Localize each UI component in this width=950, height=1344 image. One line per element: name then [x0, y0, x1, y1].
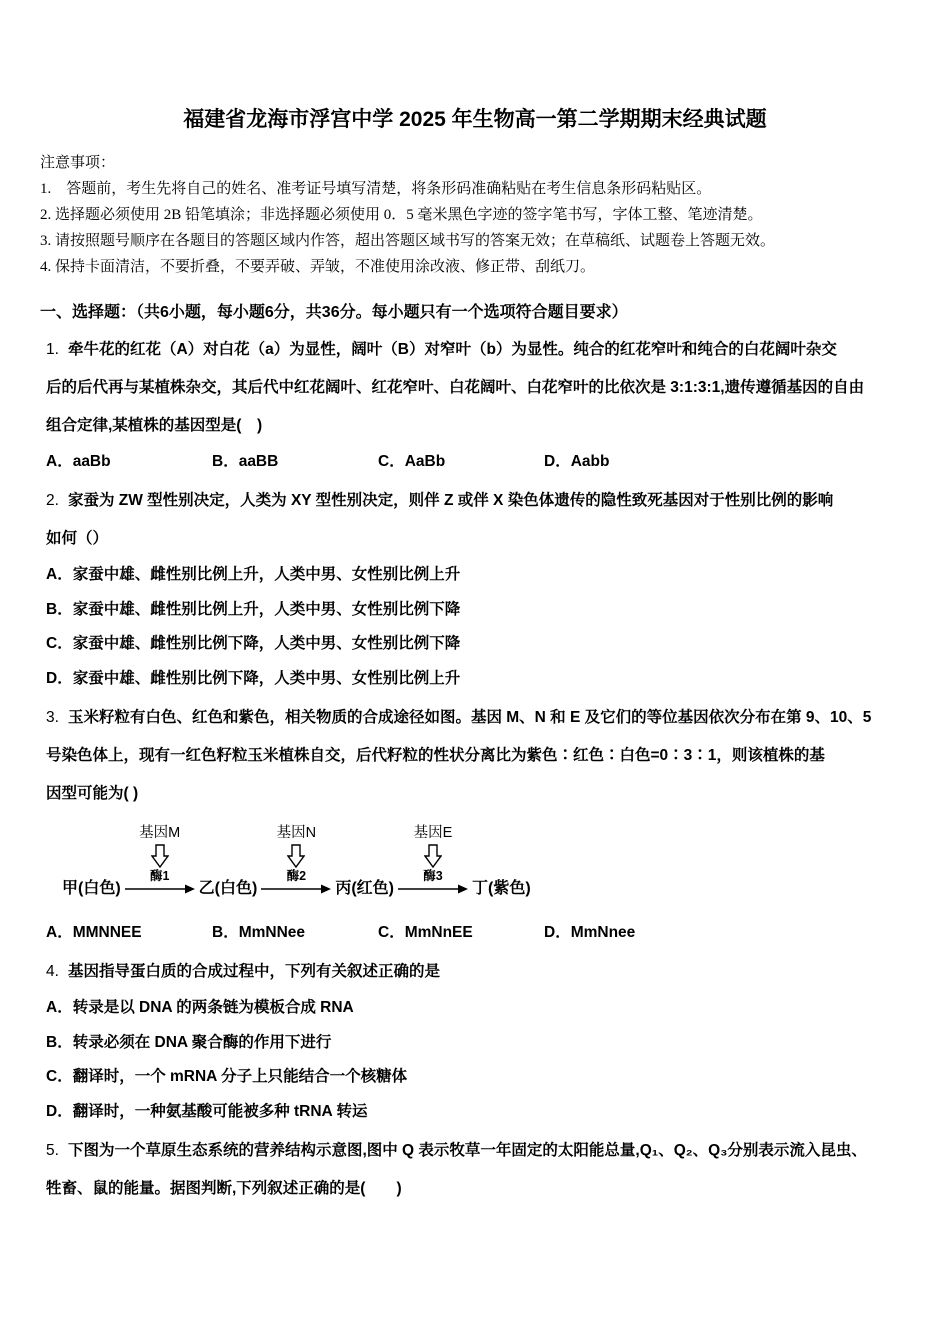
- question-4-option-b: B．转录必须在 DNA 聚合酶的作用下进行: [46, 1033, 332, 1051]
- enzyme-label-2: 酶2: [286, 869, 307, 883]
- right-arrow-icon-2: [261, 883, 331, 895]
- gene-label-2: 基因N: [276, 825, 317, 841]
- substance-yi: 乙(白色): [198, 880, 258, 897]
- question-2-options: [40, 558, 910, 696]
- down-arrow-icon-1: [151, 844, 169, 868]
- right-arrow-icon-1: [125, 883, 195, 895]
- question-4-option-d: D．翻译时，一种氨基酸可能被多种 tRNA 转运: [46, 1102, 368, 1120]
- pathway-step-3: [397, 825, 469, 900]
- question-4-option-c: C．翻译时，一个 mRNA 分子上只能结合一个核糖体: [46, 1068, 408, 1085]
- right-arrow-icon-3: [398, 883, 468, 895]
- question-3-text-1: 玉米籽粒有白色、红色和紫色，相关物质的合成途径如图。基因 M、N 和 E 及它们的等位基因依次分布在第 9、10、5: [67, 709, 872, 726]
- question-1-line-3: 组合定律,某植株的基因型是( ): [46, 417, 263, 434]
- notice-heading: 注意事项：: [40, 155, 116, 171]
- question-1-option-c: C．AaBb: [378, 453, 446, 470]
- question-2: [40, 482, 910, 696]
- pathway-step-1: [124, 825, 196, 900]
- question-5-line-2: 牲畜、鼠的能量。据图判断,下列叙述正确的是( ): [46, 1180, 402, 1197]
- question-4-number: 4.: [46, 963, 59, 980]
- notice-item-4: 4. 保持卡面清洁，不要折叠，不要弄破、弄皱，不准使用涂改液、修正带、刮纸刀。: [40, 259, 596, 275]
- question-1-option-d: D．Aabb: [544, 453, 610, 470]
- question-1-line-1: [40, 331, 910, 369]
- notice-item-1: 1. 答题前，考生先将自己的姓名、准考证号填写清楚，将条形码准确粘贴在考生信息条形码粘贴区。: [40, 181, 712, 197]
- question-3: [40, 699, 910, 950]
- substance-bing: 丙(红色): [335, 880, 395, 897]
- enzyme-label-3: 酶3: [423, 869, 443, 883]
- question-5-number: 5.: [46, 1142, 59, 1159]
- question-1-option-a: A．aaBb: [46, 453, 111, 470]
- question-3-option-d: D．MmNnee: [544, 924, 636, 941]
- question-2-text-1: 家蚕为 ZW 型性别决定，人类为 XY 型性别决定，则伴 Z 或伴 X 染色体遗传的隐性致死基因对于性别比例的影响: [67, 492, 834, 509]
- down-arrow-icon-3: [424, 844, 442, 868]
- question-3-number: 3.: [46, 709, 59, 726]
- question-5: [40, 1132, 910, 1208]
- question-1: [40, 331, 910, 479]
- synthesis-pathway-diagram: [62, 825, 910, 900]
- question-3-options: [40, 916, 910, 950]
- question-2-option-b: B．家蚕中雄、雌性别比例上升，人类中男、女性别比例下降: [46, 600, 461, 618]
- section-heading: 一、选择题：（共6小题，每小题6分，共36分。每小题只有一个选项符合题目要求）: [40, 304, 628, 321]
- question-4-option-a: A．转录是以 DNA 的两条链为模板合成 RNA: [46, 999, 354, 1016]
- question-4-text-1: 基因指导蛋白质的合成过程中，下列有关叙述正确的是: [67, 963, 440, 980]
- question-1-text-1: 牵牛花的红花（A）对白花（a）为显性，阔叶（B）对窄叶（b）为显性。纯合的红花窄叶和纯合的白花阔叶杂交: [67, 341, 837, 358]
- pathway-flow-row: [62, 825, 910, 900]
- notice-item-3: 3. 请按照题号顺序在各题目的答题区域内作答，超出答题区域书写的答案无效；在草稿纸、试题卷上答题无效。: [40, 233, 776, 249]
- enzyme-label-1: 酶1: [149, 869, 170, 883]
- question-3-line-3: 因型可能为( ): [46, 785, 139, 802]
- exam-title: 福建省龙海市浮宫中学 2025 年生物高一第二学期期末经典试题: [183, 108, 767, 131]
- substance-jia: 甲(白色): [62, 880, 121, 897]
- question-2-line-1: [40, 482, 910, 520]
- gene-label-3: 基因E: [413, 825, 453, 841]
- question-2-number: 2.: [46, 492, 59, 509]
- down-arrow-icon-2: [287, 844, 305, 868]
- question-3-line-2: 号染色体上，现有一红色籽粒玉米植株自交，后代籽粒的性状分离比为紫色∶红色∶白色=0∶3∶1，则该植株的基: [46, 747, 825, 764]
- question-1-option-b: B．aaBB: [212, 453, 279, 470]
- question-3-option-c: C．MmNnEE: [378, 924, 473, 941]
- question-4-options: [40, 991, 910, 1129]
- pathway-step-2: [260, 825, 332, 900]
- question-4-line-1: [40, 953, 910, 991]
- question-5-line-1: [40, 1132, 910, 1170]
- question-1-line-2: 后的后代再与某植株杂交，其后代中红花阔叶、红花窄叶、白花阔叶、白花窄叶的比依次是 3:1:3:1,遗传遵循基因的自由: [46, 379, 865, 396]
- gene-label-1: 基因M: [139, 825, 181, 841]
- question-2-option-c: C．家蚕中雄、雌性别比例下降，人类中男、女性别比例下降: [46, 635, 461, 652]
- question-1-options: [40, 445, 910, 479]
- notice-item-2: 2. 选择题必须使用 2B 铅笔填涂；非选择题必须使用 0．5 毫米黑色字迹的签字笔书写，字体工整、笔迹清楚。: [40, 207, 763, 223]
- question-2-option-d: D．家蚕中雄、雌性别比例下降，人类中男、女性别比例上升: [46, 669, 461, 687]
- question-2-line-2: 如何（）: [46, 530, 109, 547]
- question-2-option-a: A．家蚕中雄、雌性别比例上升，人类中男、女性别比例上升: [46, 566, 461, 583]
- question-4: [40, 953, 910, 1129]
- question-1-number: 1.: [46, 341, 59, 358]
- question-3-option-a: A．MMNNEE: [46, 924, 142, 941]
- question-3-line-1: [40, 699, 910, 737]
- substance-ding: 丁(紫色): [472, 880, 531, 897]
- question-5-text-1: 下图为一个草原生态系统的营养结构示意图,图中 Q 表示牧草一年固定的太阳能总量,Q₁、Q₂、Q₃分别表示流入昆虫、: [67, 1142, 867, 1159]
- notice-section: [40, 150, 910, 280]
- question-3-option-b: B．MmNNee: [212, 924, 306, 941]
